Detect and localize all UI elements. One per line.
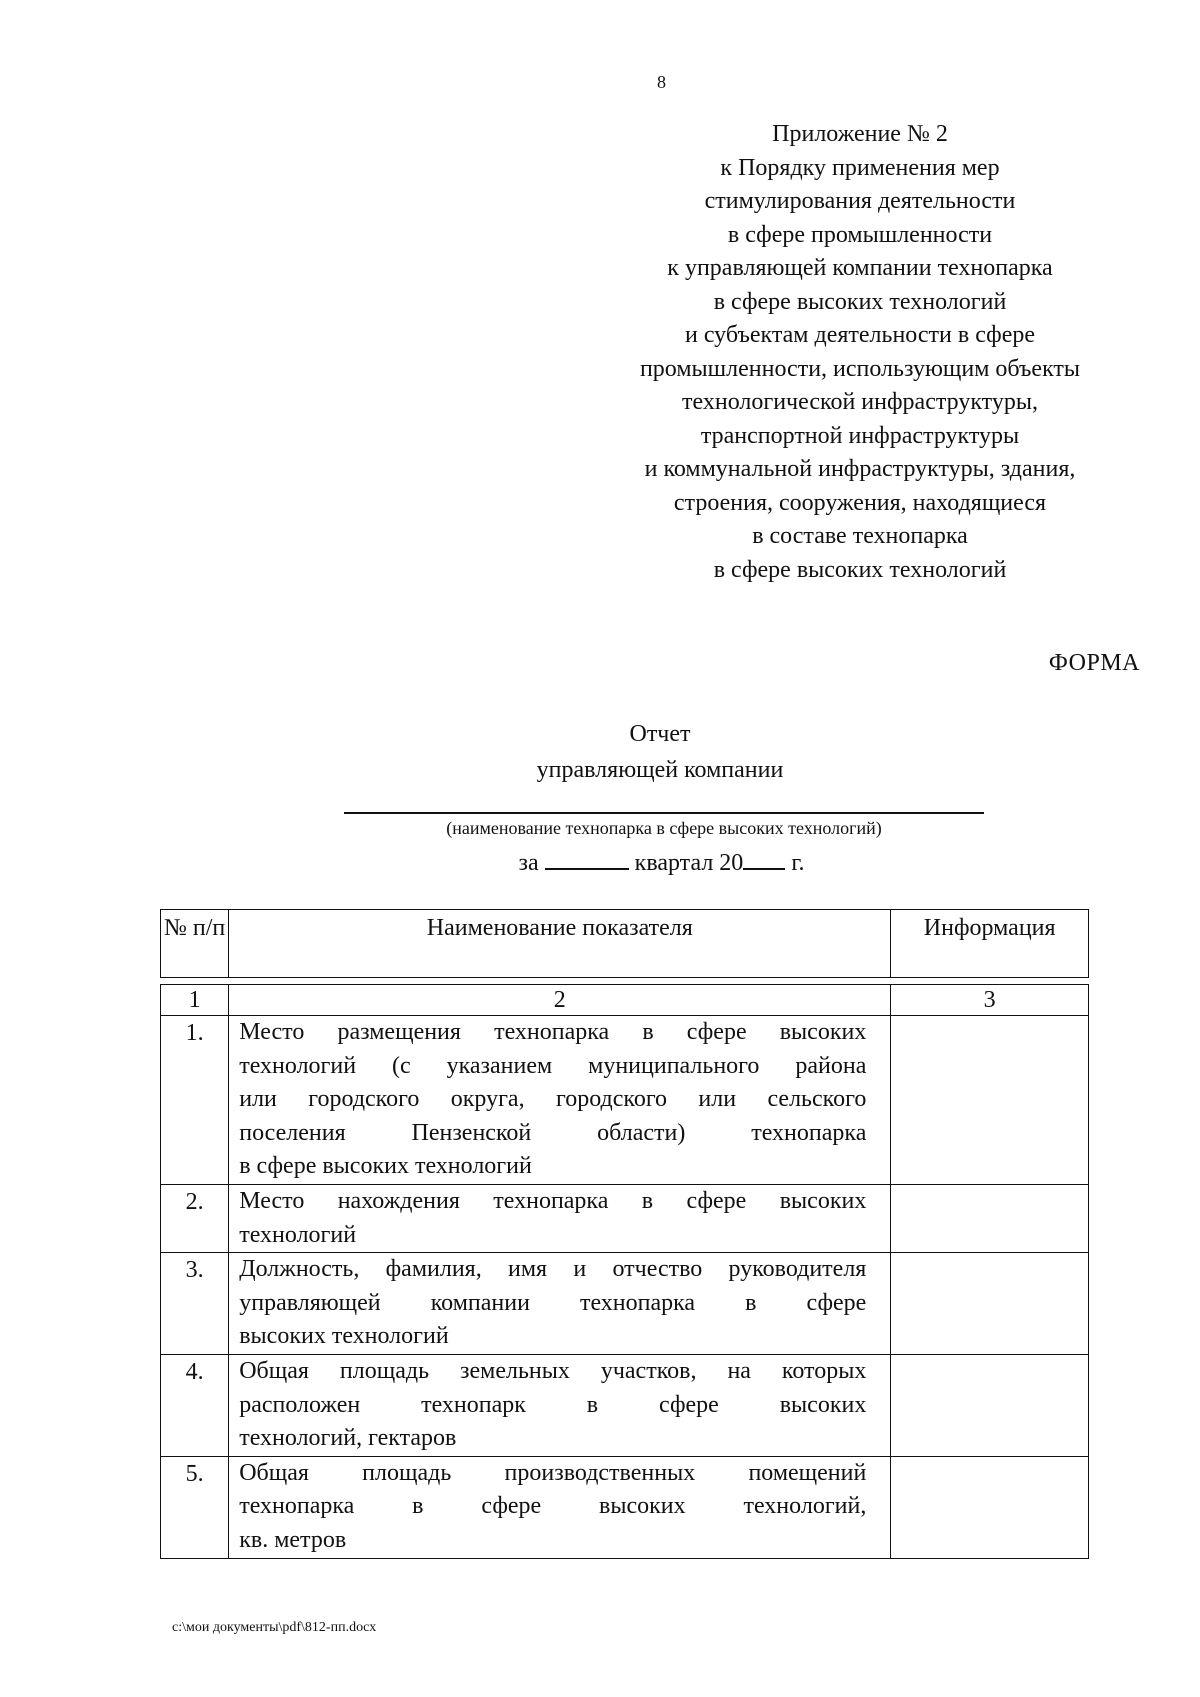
appendix-line: стимулирования деятельности bbox=[704, 188, 1016, 214]
indicator-line: или городского округа, городского или сельского bbox=[239, 1086, 867, 1113]
indicator-line: Должность, фамилия, имя и отчество руководителя bbox=[239, 1256, 867, 1283]
technopark-name-field[interactable] bbox=[344, 812, 984, 814]
table-row bbox=[161, 1016, 1089, 1185]
technopark-name-caption: (наименование технопарка в сфере высоких технологий) bbox=[446, 818, 882, 838]
appendix-line: к Порядку применения мер bbox=[720, 154, 1000, 181]
report-title: Отчет bbox=[629, 721, 691, 747]
report-subtitle: управляющей компании bbox=[536, 757, 784, 783]
indicator-line: Место размещения технопарка в сфере высоких bbox=[239, 1019, 867, 1045]
period-prefix: за bbox=[518, 850, 539, 876]
appendix-line: технологической инфраструктуры, bbox=[682, 389, 1038, 415]
column-number: 1 bbox=[161, 985, 229, 1016]
indicator-name bbox=[229, 1354, 891, 1456]
indicator-line: поселения Пензенской области) технопарка bbox=[239, 1119, 867, 1146]
appendix-line: транспортной инфраструктуры bbox=[700, 422, 1020, 449]
table-row bbox=[161, 1184, 1089, 1252]
indicator-name bbox=[229, 1016, 891, 1185]
period-suffix: г. bbox=[791, 850, 805, 876]
indicator-line: Общая площадь земельных участков, на которых bbox=[239, 1357, 867, 1384]
period-middle: квартал 20 bbox=[634, 850, 744, 876]
indicator-line: высоких технологий bbox=[239, 1323, 449, 1350]
table-row bbox=[161, 1456, 1089, 1558]
year-blank-field[interactable] bbox=[743, 846, 785, 870]
report-table bbox=[160, 909, 1089, 1559]
column-number: 3 bbox=[891, 985, 1089, 1016]
appendix-line: промышленности, использующим объекты bbox=[639, 355, 1081, 382]
page-number: 8 bbox=[657, 72, 666, 92]
form-label: ФОРМА bbox=[1048, 650, 1140, 676]
appendix-line: и субъектам деятельности в сфере bbox=[684, 322, 1036, 348]
indicator-line: Место нахождения технопарка в сфере высоких bbox=[239, 1187, 867, 1214]
appendix-line: в составе технопарка bbox=[752, 523, 968, 549]
table-gap bbox=[161, 978, 1089, 985]
report-period bbox=[0, 846, 1200, 877]
indicator-line: технологий bbox=[239, 1221, 357, 1248]
information-cell[interactable] bbox=[891, 1253, 1089, 1355]
indicator-name bbox=[229, 1253, 891, 1355]
table-header-row bbox=[161, 910, 1089, 978]
table-row bbox=[161, 1354, 1089, 1456]
row-number: 2. bbox=[161, 1184, 229, 1252]
indicator-line: Общая площадь производственных помещений bbox=[239, 1459, 867, 1486]
appendix-line: к управляющей компании технопарка bbox=[667, 255, 1053, 281]
report-title-block bbox=[460, 716, 860, 788]
indicator-name bbox=[229, 1184, 891, 1252]
appendix-line: и коммунальной инфраструктуры, здания, bbox=[644, 456, 1076, 482]
row-number: 1. bbox=[161, 1016, 229, 1185]
footer-file-path: c:\мои документы\pdf\812-пп.docx bbox=[172, 1620, 377, 1635]
quarter-blank-field[interactable] bbox=[545, 846, 629, 870]
row-number: 4. bbox=[161, 1354, 229, 1456]
column-number: 2 bbox=[229, 985, 891, 1016]
indicator-line: технологий, гектаров bbox=[239, 1425, 457, 1452]
appendix-line: в сфере высоких технологий bbox=[713, 288, 1007, 315]
appendix-line: строения, сооружения, находящиеся bbox=[673, 489, 1047, 516]
appendix-header bbox=[600, 118, 1120, 587]
header-num bbox=[161, 910, 229, 978]
indicator-line: технопарка в сфере высоких технологий, bbox=[239, 1493, 867, 1520]
indicator-name bbox=[229, 1456, 891, 1558]
header-info: Информация bbox=[891, 910, 1089, 978]
table-row bbox=[161, 1253, 1089, 1355]
indicator-line: в сфере высоких технологий bbox=[239, 1153, 532, 1180]
header-num-text: № п/п bbox=[163, 915, 226, 941]
appendix-line: Приложение № 2 bbox=[772, 121, 948, 147]
indicator-line: кв. метров bbox=[239, 1526, 347, 1553]
column-numbers-row bbox=[161, 985, 1089, 1016]
information-cell[interactable] bbox=[891, 1016, 1089, 1185]
indicator-line: расположен технопарк в сфере высоких bbox=[239, 1391, 867, 1418]
indicator-line: технологий (с указанием муниципального района bbox=[239, 1052, 867, 1079]
appendix-line: в сфере промышленности bbox=[727, 221, 993, 248]
indicator-line: управляющей компании технопарка в сфере bbox=[239, 1289, 867, 1316]
header-name: Наименование показателя bbox=[229, 910, 891, 978]
appendix-line: в сфере высоких технологий bbox=[713, 556, 1007, 583]
information-cell[interactable] bbox=[891, 1184, 1089, 1252]
row-number: 3. bbox=[161, 1253, 229, 1355]
information-cell[interactable] bbox=[891, 1354, 1089, 1456]
information-cell[interactable] bbox=[891, 1456, 1089, 1558]
row-number: 5. bbox=[161, 1456, 229, 1558]
